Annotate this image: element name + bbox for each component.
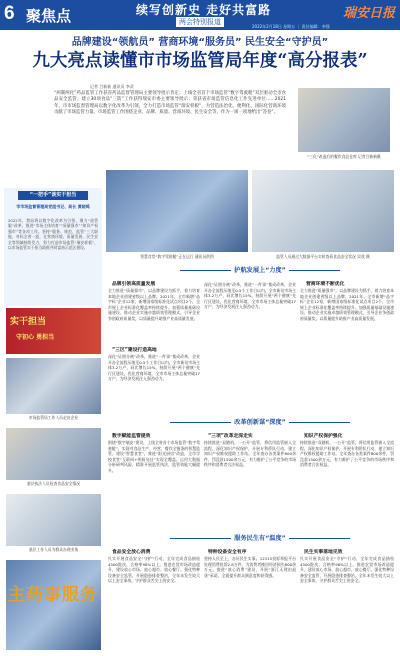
body-col-3: 全力推进“质量强市”，以品牌建设为抓手，着力培育本地企业创建省级以上品牌。2021年，全市新增“品字标”企业12家，新增国家级标准化试点项目2个，全市规上企业标准化覆盖率持续提升。加强质量基础设施建设，推动企业实施卓越绩效管理模式，引导企业争创政府质量奖，以质量提升助推产业高质量发展。 — [300, 288, 394, 321]
poster-image — [6, 308, 101, 354]
subhead-3-3: 民生实事落地见效 — [304, 550, 343, 555]
body-col-9: 扎实开展食品安全“守护”行动，全年完成食品抽检4500批次，合格率98%以上。推进农贸市场改造提升，建设放心市场、放心超市、放心餐厅。强化特种设备安全监管，开展隐患排查整治，全年未发生较大以上安全事故，守护群众舌尖上的安全。 — [300, 556, 394, 584]
body-col-5: 持续推进“双随机、一公开”监管，将信用监管嵌入全流程。深化知识产权保护，开展专利侨队行动，建立知识产权维权援助工作站。全年查办各类案件800余件，罚没款1500余万元，有力维护了公平竞争的市场秩序和消费者合法权益。 — [204, 440, 296, 468]
paper-logo: 瑞安日报 — [342, 5, 395, 20]
sidebar-body: 2022年，我局将以数字化改革为引领，聚力“放管服”改革，推进“市场主体培育”“质量强市”“知识产权强市”等各项工作。坚持“服务、规范、监管”三大职能，对标全省一流，在营商环境、质量发展、民生安全等领域持续发力，努力打造市场监管“瑞安样板”，以市场监管实干担当助推共同富裕示范区建设。 — [8, 218, 98, 251]
byline: 记者 吕新新 通讯员 李武 — [90, 84, 134, 89]
photo-side-4 — [6, 560, 101, 650]
slogan: 续写创新史 走好共富路 — [136, 3, 272, 17]
subhead-3-1: 食品安全放心消费 — [112, 550, 151, 555]
photo-caption-side-1: 市场监管局工作人员走访企业 — [28, 415, 79, 420]
body-col-1b: 深化“证照分离”改革，推进“一件事”集成改革，企业开办全流程压缩至0.5个工作日以内。全市新设市场主体3.2万户，同比增长15%。持续开展“两个健康”先行区建设，优化营商环境，全市市场主体总量突破17万户，为经济发展注入强劲动力。 — [108, 354, 200, 382]
body-col-1: 全力推进“质量强市”，以品牌建设为抓手，着力培育本地企业创建省级以上品牌。2021年，全市新增“品字标”企业12家，新增国家级标准化试点项目2个，全市规上企业标准化覆盖率持续提升。加强质量基础设施建设，推动企业实施卓越绩效管理模式，引导企业争创政府质量奖，以质量提升助推产业高质量发展。 — [108, 288, 200, 321]
subhead-1-2: “三区”建设打造高地 — [112, 348, 157, 353]
poster-text: 实干担当 — [10, 317, 47, 327]
section-title: 聚焦点 — [26, 7, 72, 25]
headline-main: 九大亮点读懂市市场监管局年度“高分报表” — [32, 51, 368, 71]
photo-caption-mid-right: 监管人员通过大数据平台实时查看食品安全状况 吴欣 摄 — [276, 254, 370, 259]
photo-side-1 — [6, 358, 101, 414]
section-heading-2: 改革创新谋“深度” — [190, 418, 330, 427]
photo-top-right — [298, 88, 390, 152]
photo-caption-mid-left: 智慧食堂“数字驾驶舱”正在运行 通讯员供图 — [140, 254, 214, 259]
body-col-7: 扎实开展食品安全“守护”行动，全年完成食品抽检4500批次，合格率98%以上。推进农贸市场改造提升，建设放心市场、放心超市、放心餐厅。强化特种设备安全监管，开展隐患排查整治，全年未发生较大以上安全事故，守护群众舌尖上的安全。 — [108, 556, 200, 584]
body-col-6: 持续推进“双随机、一公开”监管，将信用监管嵌入全流程。深化知识产权保护，开展专利侨队行动，建立知识产权维权援助工作站。全年查办各类案件800余件，罚没款1500余万元，有力维护了公平竞争的市场秩序和消费者合法权益。 — [300, 440, 394, 468]
photo-caption-side-2: 基层执法人员检查食品安全情况 — [26, 481, 81, 486]
headline-kicker: 品牌建设“领航员” 营商环境“服务员” 民生安全“守护员” — [71, 37, 329, 48]
body-col-4: 围绕“数字瑞安”建设，上线全省首个市场监管“数字驾驶舱”，实现对食品生产、经营、餐饮全链条的智慧监管。建设“智慧食堂”，推进“阳光厨房”改造，全市学校食堂“互联网+明厨亮灶”实现全覆盖。运用大数据分析研判风险，精准开展监管执法，监管效能大幅提升。 — [108, 440, 200, 473]
subhead-1-3: 营商环境不断优化 — [306, 282, 345, 287]
photo-side-3 — [6, 494, 101, 546]
photo-mid-right — [252, 170, 394, 252]
sidebar-box — [4, 188, 102, 306]
photo-mid-left — [106, 170, 248, 252]
photo-caption-top-right: “三化”改造后的餐饮食品仓库 记者吕新新摄 — [307, 154, 381, 159]
body-col-8: 坚持人民至上，办好民生实事。12315投诉举报平台处理消费投诉2.8万件，为消费者挽回经济损失800余万元。推进“放心消费”建设，开展“浙江无理由退货”承诺，全面提升群众满意度和获得感。 — [204, 556, 296, 578]
photo-caption-side-3: 基层工作人员为群众办理业务 — [28, 547, 79, 552]
lede-paragraph: “两制两化”药品监管工作获省药品监督管理局主要领导批示肯定；上线全省首个市场监管“数字驾驶舱”双层驱动全市食品安全监管；建立30项食品“三防”工作获得瑞安市委主要领导批示；荣获省市场监管信息化工作先进单位……2021年，市市场监督管理局以数字化改革为引领，全力打造市场监管“瑞安样板”，为营造法治化、便利化、国际化营商环境贡献了市场监管力量。市场监管工作围绕企业、品牌、质量、营商环境、民生安全等，作为一项一项地给出“答卷”。 — [54, 91, 286, 115]
photo-side-2 — [6, 428, 101, 480]
sidebar-title: 市市场监督管理局党组书记、局长 黄晓鸣 — [16, 204, 90, 209]
section-heading-3: 服务民生有“温度” — [190, 534, 330, 543]
subhead-1-1: 品牌引领高质量发展 — [112, 282, 156, 287]
subhead-2-1: 数字赋能监管提效 — [112, 434, 151, 439]
special-tag: 两会特别报道 — [176, 17, 224, 27]
sidebar-tag: “一把手”谈实干担当 — [18, 191, 88, 200]
subhead-2-2: “三项”改革走深走实 — [208, 434, 253, 439]
body-col-2: 深化“证照分离”改革，推进“一件事”集成改革，企业开办全流程压缩至0.5个工作日以内。全市新设市场主体3.2万户，同比增长15%。持续开展“两个健康”先行区建设，优化营商环境，全市市场主体总量突破17万户，为经济发展注入强劲动力。 — [204, 282, 296, 310]
section-heading-1: 护航发展上“力度” — [200, 266, 320, 275]
subhead-3-2: 特种设备安全有序 — [208, 550, 247, 555]
subhead-2-3: 知识产权保护强化 — [304, 434, 343, 439]
bottom-photo-text: 主药事服务 — [8, 585, 98, 605]
page-meta: 2022年2月18日 星期五 ｜ 责任编辑：李强 — [252, 24, 330, 29]
poster-text-2: 守初心 勇担当 — [16, 334, 55, 341]
masthead — [0, 0, 400, 30]
page-number: 6 — [4, 3, 15, 24]
